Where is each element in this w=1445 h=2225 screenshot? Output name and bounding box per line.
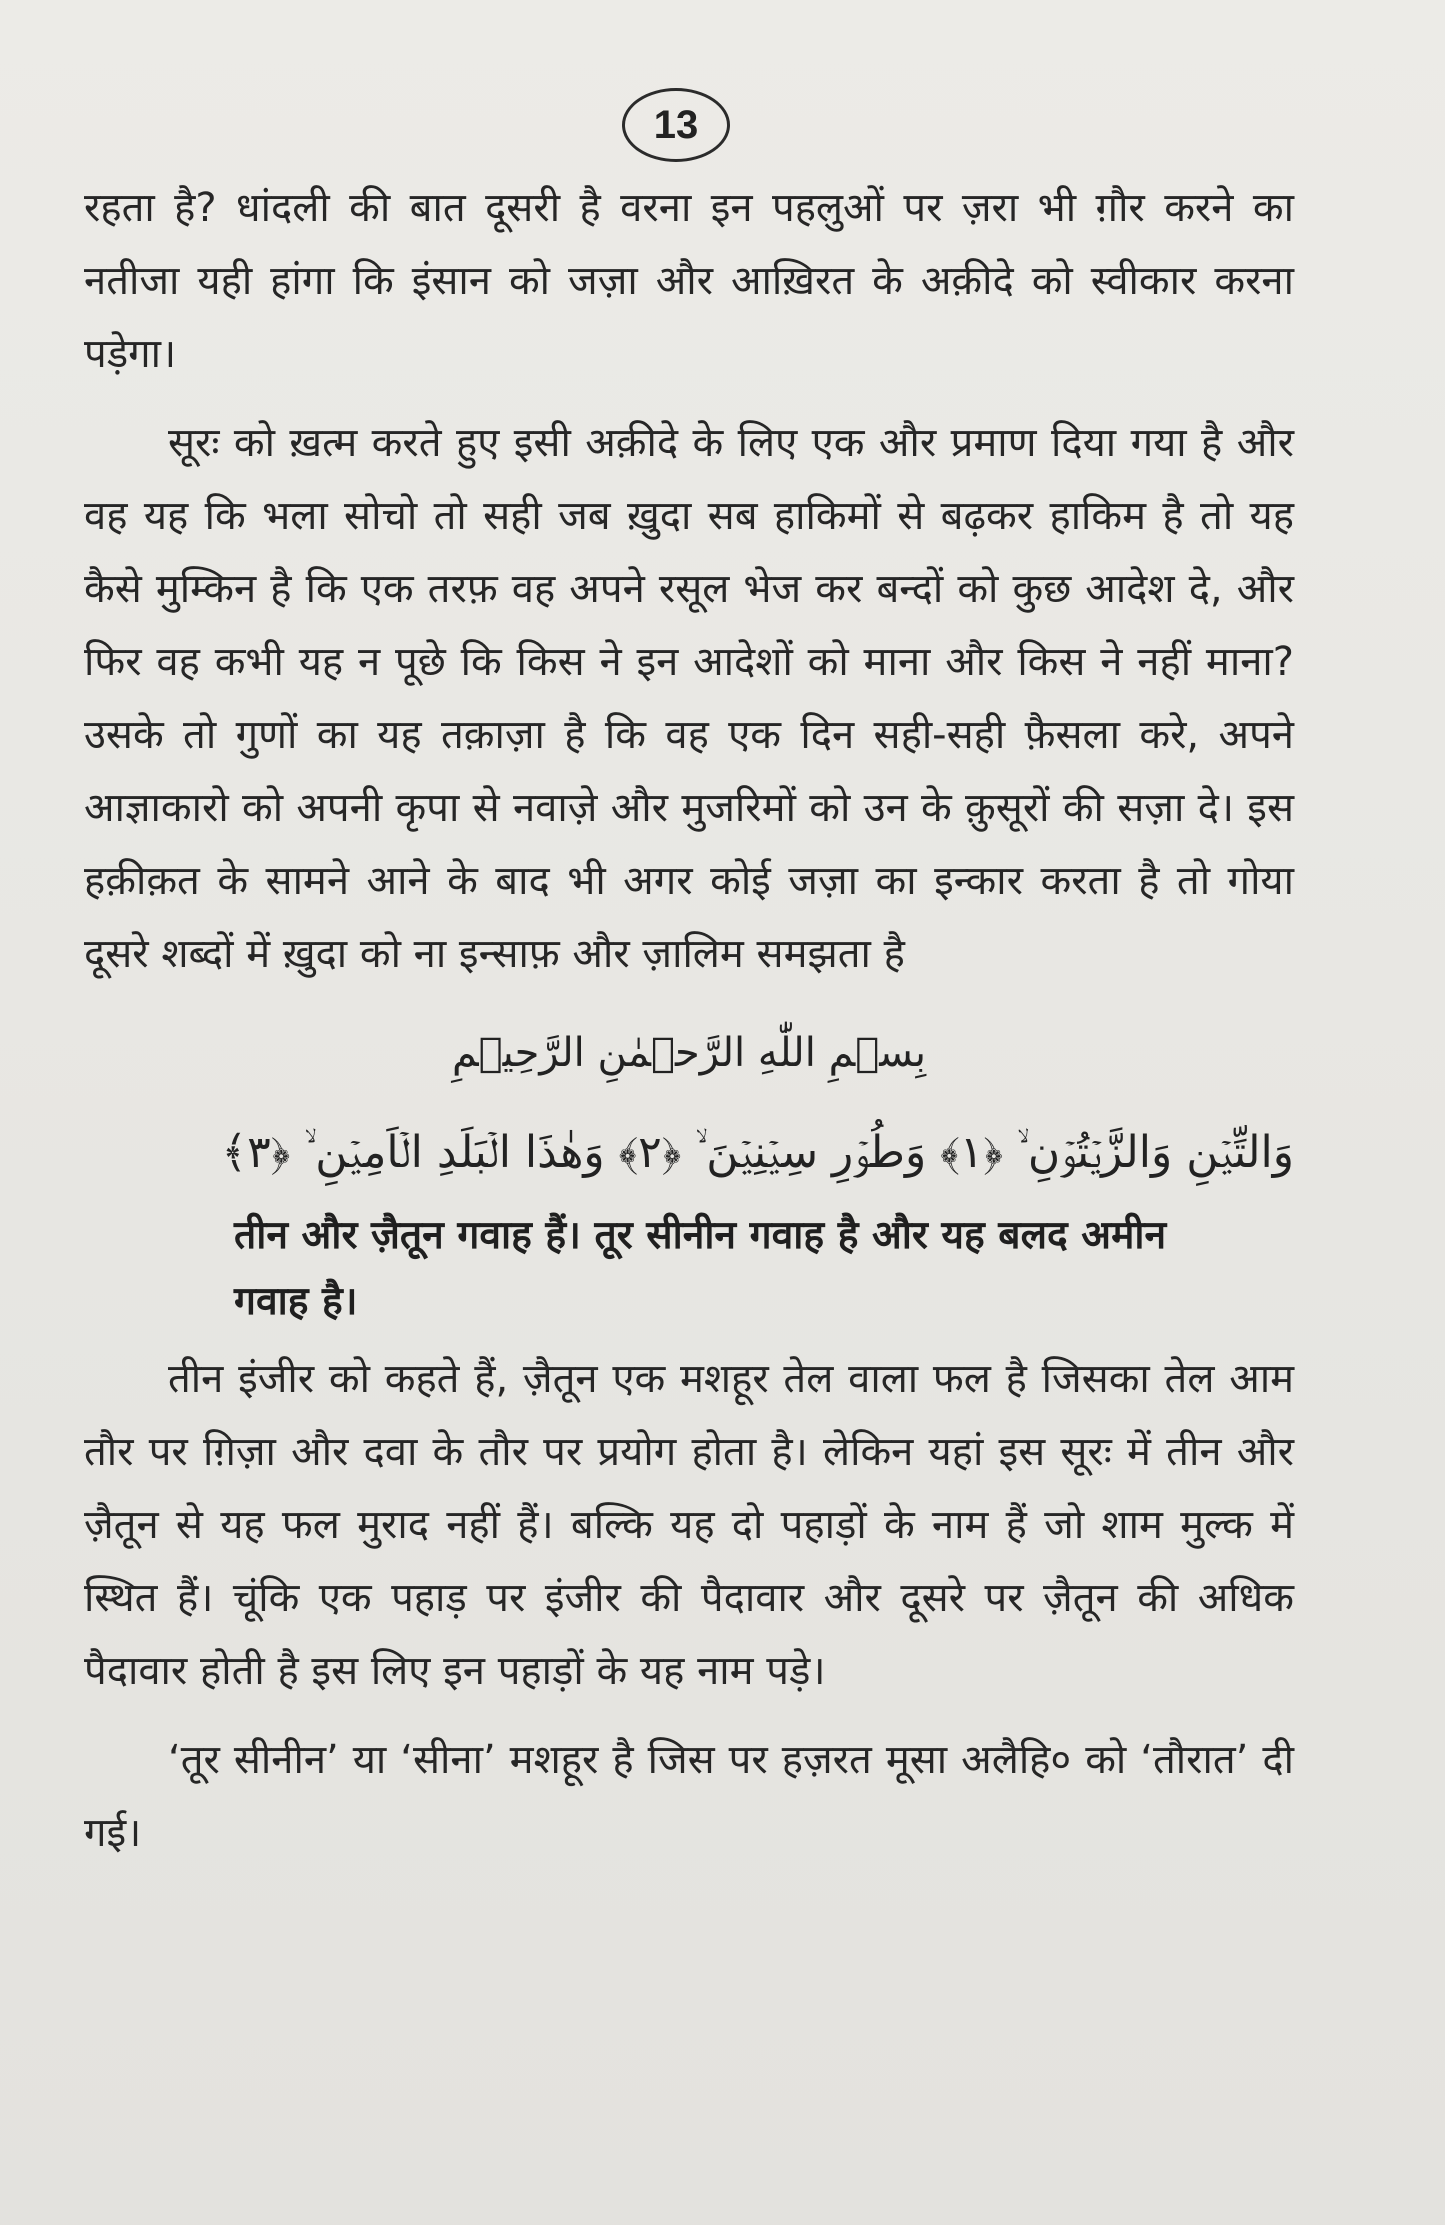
paragraph-sura-end: सूरः को ख़त्म करते हुए इसी अक़ीदे के लिए एक और प्रमाण दिया गया है और वह यह कि भला सोचो तो सही जब ख़ुदा सब हाकिमों से बढ़कर हाकिम है तो यह कैसे मुम्किन है कि एक तरफ़ वह अपने रसूल भेज कर बन्दों को कुछ आदेश दे, और फिर वह कभी यह न पूछे कि किस ने इन आदेशों को माना और किस ने नहीं माना? उसके तो गुणों का यह तक़ाज़ा है कि वह एक दिन सही-सही फ़ैसला करे, अपने आज्ञाकारो को अपनी कृपा से नवाज़े और मुजरिमों को उन के क़ुसूरों की सज़ा दे। इस हक़ीक़त के सामने आने के बाद भी अगर कोई जज़ा का इन्कार करता है तो गोया दूसरे शब्दों में ख़ुदा को ना इन्साफ़ और ज़ालिम समझता है [84,420,1294,977]
page-content [84,172,1294,1870]
paragraph-toor-sinin: ‘तूर सीनीन’ या ‘सीना’ मशहूर है जिस पर हज़रत मूसा अलैहि० को ‘तौरात’ दी गई। [84,1737,1294,1856]
verse-translation: तीन और ज़ैतून गवाह हैं। तूर सीनीन गवाह है और यह बलद अमीन गवाह है। [234,1213,1167,1324]
paragraph-teen-meaning: तीन इंजीर को कहते हैं, ज़ैतून एक मशहूर तेल वाला फल है जिसका तेल आम तौर पर ग़िज़ा और दवा के तौर पर प्रयोग होता है। लेकिन यहां इस सूरः में तीन और ज़ैतून से यह फल मुराद नहीं हैं। बल्कि यह दो पहाड़ों के नाम हैं जो शाम मुल्क में स्थित हैं। चूंकि एक पहाड़ पर इंजीर की पैदावार और दूसरे पर ज़ैतून की अधिक पैदावार होती है इस लिए इन पहाड़ों के यह नाम पड़े। [84,1356,1294,1694]
page-number-oval [622,88,730,162]
page-number: 13 [653,102,699,147]
arabic-bismillah: بِسۡمِ اللّٰهِ الرَّحۡمٰنِ الرَّحِيۡمِ [451,1030,927,1076]
arabic-verse: وَالتِّيۡنِ وَالزَّيۡتُوۡنِ ۙ ﴿۱﴾ وَطُوۡرِ سِيۡنِيۡنَ ۙ ﴿۲﴾ وَهٰذَا الۡبَلَدِ الۡاَمِيۡنِ ۙ ﴿۳﴾ [221,1127,1294,1178]
paragraph-intro: रहता है? धांदली की बात दूसरी है वरना इन पहलुओं पर ज़रा भी ग़ौर करने का नतीजा यही हांगा कि इंसान को जज़ा और आख़िरत के अक़ीदे को स्वीकार करना पड़ेगा। [84,185,1294,377]
